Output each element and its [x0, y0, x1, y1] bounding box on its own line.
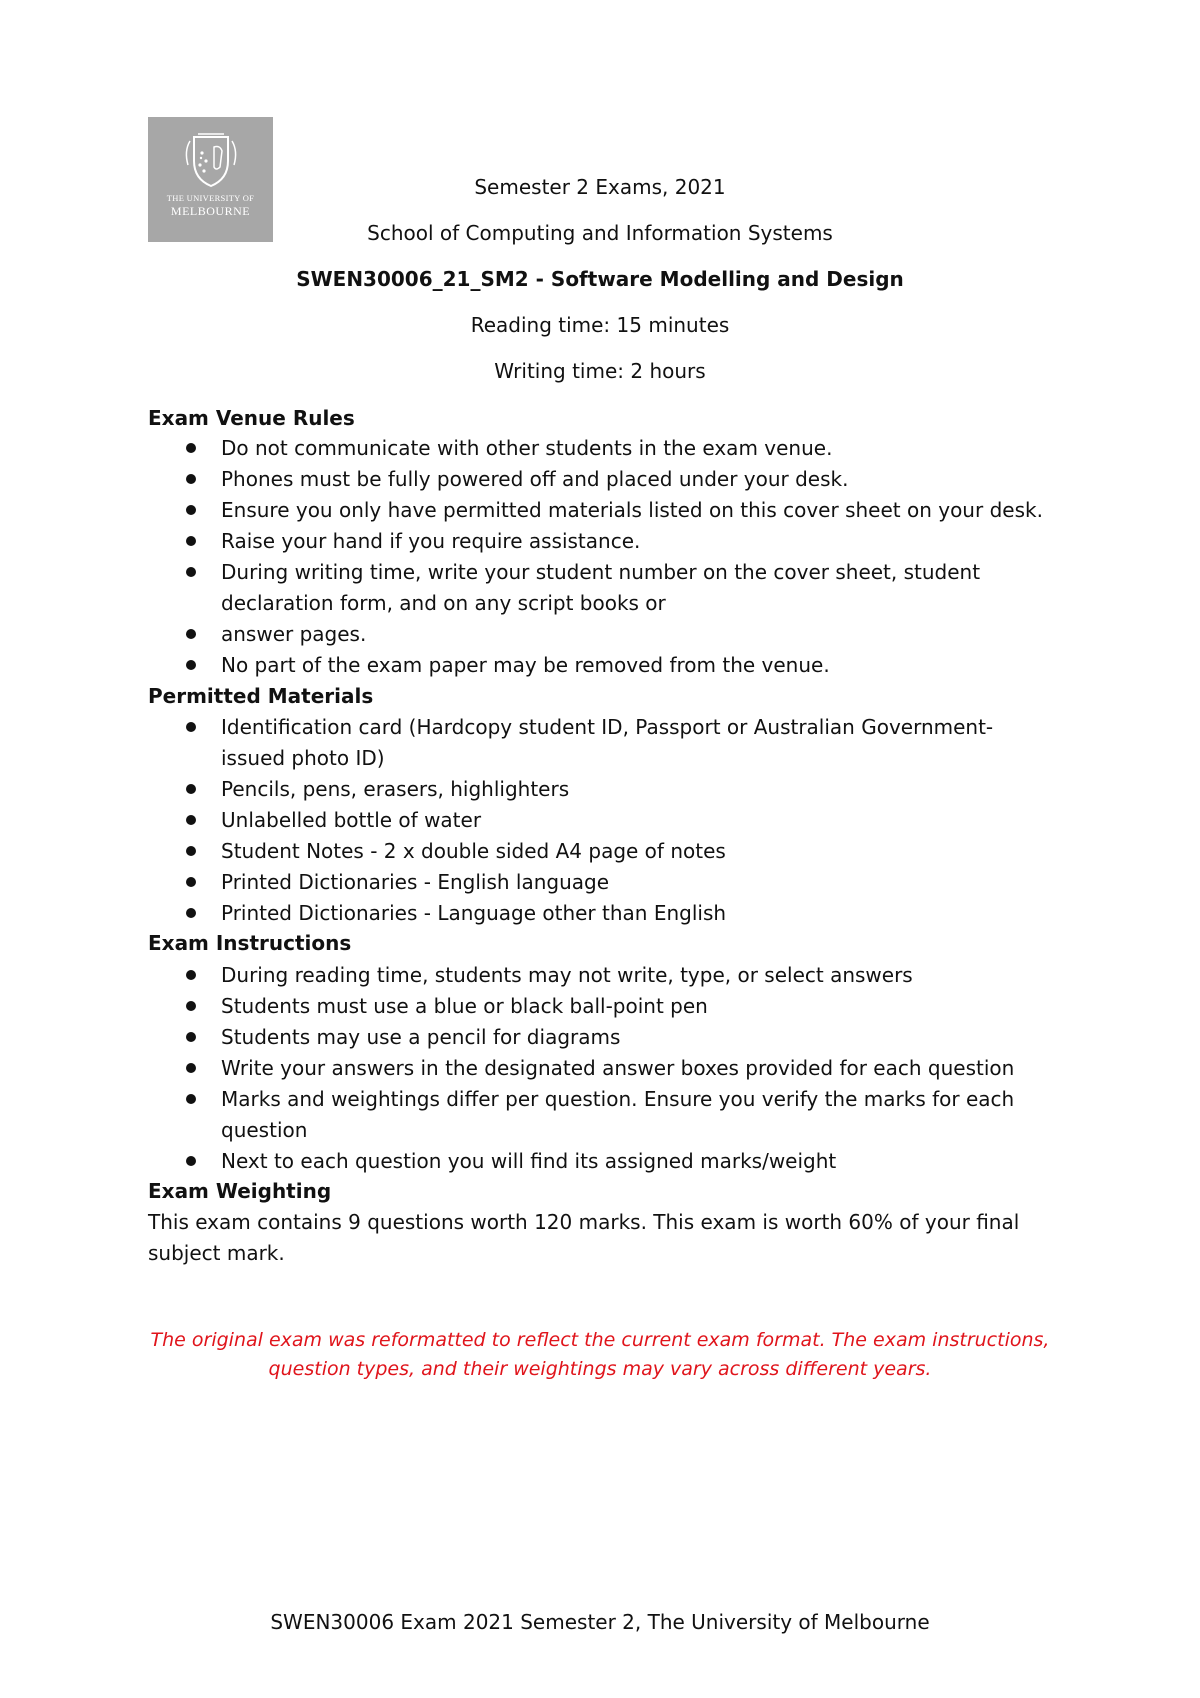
semester-title: Semester 2 Exams, 2021 [474, 175, 726, 199]
page-footer: SWEN30006 Exam 2021 Semester 2, The University of Melbourne [270, 1610, 930, 1634]
venue-rule-item: During writing time, write your student number on the cover sheet, student [221, 560, 981, 584]
permitted-item: Identification card (Hardcopy student ID, Passport or Australian Government- [221, 715, 994, 739]
venue-rule-item: No part of the exam paper may be removed from the venue. [221, 653, 830, 677]
permitted-materials-heading: Permitted Materials [148, 684, 374, 708]
bullet-icon [186, 815, 196, 825]
writing-time: Writing time: 2 hours [494, 359, 706, 383]
logo-text-line1: THE UNIVERSITY OF [166, 193, 255, 203]
bullet-icon [186, 1094, 196, 1104]
exam-weighting-heading: Exam Weighting [148, 1179, 332, 1203]
exam-instructions-heading: Exam Instructions [148, 931, 352, 955]
bullet-icon [186, 722, 196, 732]
permitted-item: Printed Dictionaries - English language [221, 870, 610, 894]
venue-rule-item-continued: declaration form, and on any script books or [221, 591, 666, 615]
permitted-item: Pencils, pens, erasers, highlighters [221, 777, 570, 801]
bullet-icon [186, 877, 196, 887]
permitted-item-continued: issued photo ID) [221, 746, 385, 770]
permitted-item: Student Notes - 2 x double sided A4 page of notes [221, 839, 726, 863]
venue-rule-item: Phones must be fully powered off and placed under your desk. [221, 467, 849, 491]
reformat-note-line1: The original exam was reformatted to reflect the current exam format. The exam instructions, [150, 1329, 1050, 1351]
school-name: School of Computing and Information Systems [367, 221, 833, 245]
bullet-icon [186, 629, 196, 639]
bullet-icon [186, 1001, 196, 1011]
bullet-icon [186, 784, 196, 794]
reading-time: Reading time: 15 minutes [470, 313, 730, 337]
permitted-item: Unlabelled bottle of water [221, 808, 482, 832]
bullet-icon [186, 1156, 196, 1166]
bullet-icon [186, 908, 196, 918]
bullet-icon [186, 505, 196, 515]
venue-rule-item: Raise your hand if you require assistance. [221, 529, 641, 553]
venue-rule-item: answer pages. [221, 622, 367, 646]
reformat-note-line2: question types, and their weightings may vary across different years. [268, 1358, 932, 1380]
instruction-item: Write your answers in the designated answer boxes provided for each question [221, 1056, 1015, 1080]
weighting-text-line1: This exam contains 9 questions worth 120 marks. This exam is worth 60% of your final [148, 1210, 1020, 1234]
instruction-item: Marks and weightings differ per question. Ensure you verify the marks for each [221, 1087, 1015, 1111]
permitted-item: Printed Dictionaries - Language other than English [221, 901, 727, 925]
logo-text-line2: MELBOURNE [170, 204, 251, 218]
venue-rule-item: Do not communicate with other students in the exam venue. [221, 436, 833, 460]
bullet-icon [186, 443, 196, 453]
venue-rule-item: Ensure you only have permitted materials listed on this cover sheet on your desk. [221, 498, 1043, 522]
bullet-icon [186, 1032, 196, 1042]
bullet-icon [186, 567, 196, 577]
instruction-item: During reading time, students may not write, type, or select answers [221, 963, 913, 987]
bullet-icon [186, 536, 196, 546]
venue-rules-heading: Exam Venue Rules [148, 406, 355, 430]
instruction-item-continued: question [221, 1118, 308, 1142]
bullet-icon [186, 846, 196, 856]
instruction-item: Students must use a blue or black ball-point pen [221, 994, 708, 1018]
instruction-item: Next to each question you will find its assigned marks/weight [221, 1149, 837, 1173]
bullet-icon [186, 1063, 196, 1073]
weighting-text-line2: subject mark. [148, 1241, 285, 1265]
bullet-icon [186, 970, 196, 980]
bullet-icon [186, 660, 196, 670]
instruction-item: Students may use a pencil for diagrams [221, 1025, 621, 1049]
bullet-icon [186, 474, 196, 484]
subject-title: SWEN30006_21_SM2 - Software Modelling and Design [296, 267, 904, 291]
